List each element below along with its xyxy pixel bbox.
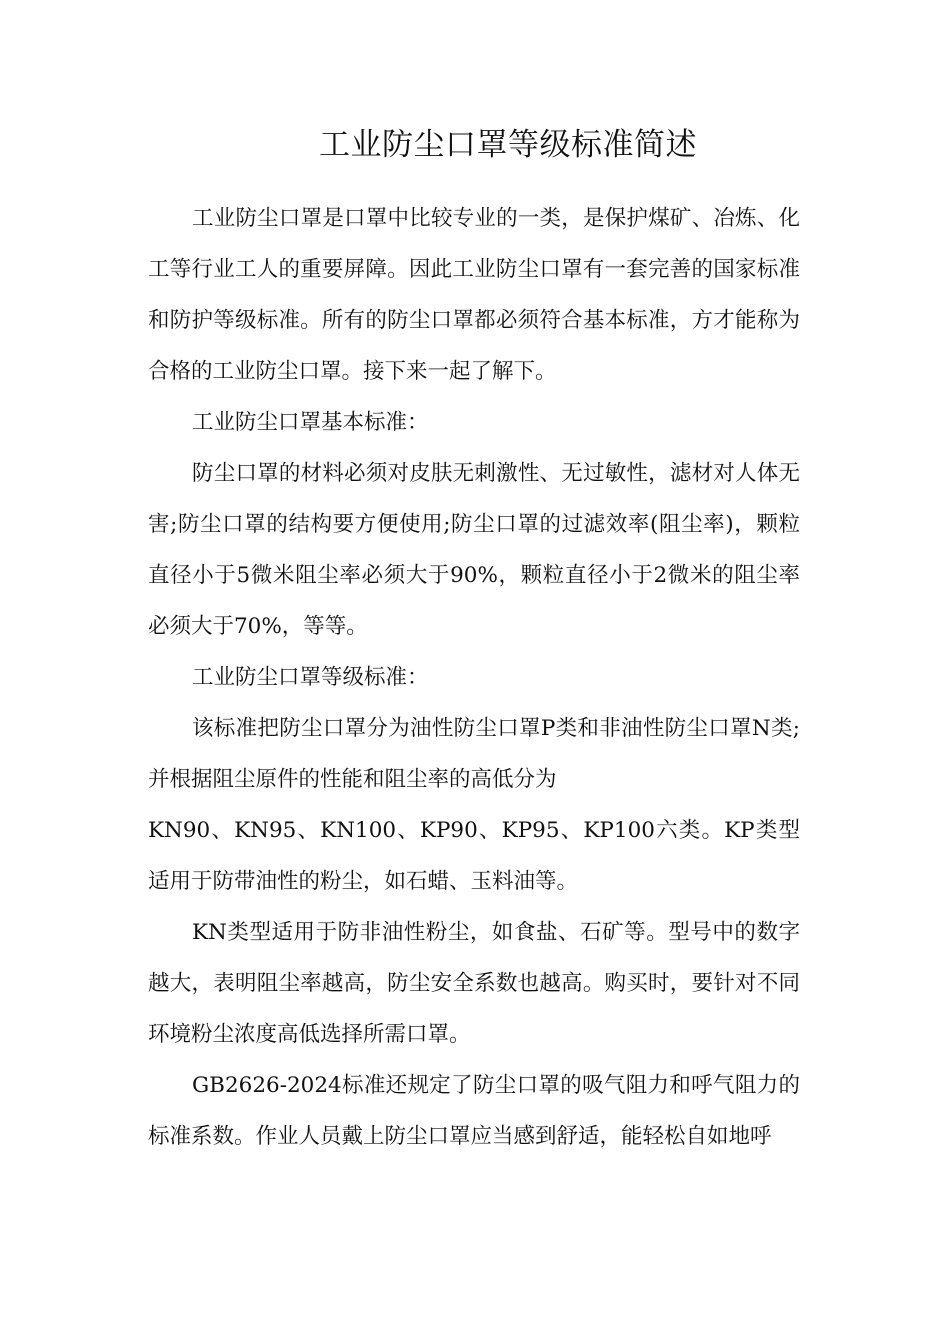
document-title: 工业防尘口罩等级标准简述 (319, 127, 697, 163)
paragraph-kn-types: KN类型适用于防非油性粉尘，如食盐、石矿等。型号中的数字越大，表明阻尘率越高，防尘安全系数也越高。购买时，要针对不同环境粉尘浓度高低选择所需口罩。 (148, 920, 800, 1047)
heading-basic-standard: 工业防尘口罩基本标准： (192, 410, 429, 435)
heading-grade-standard: 工业防尘口罩等级标准： (192, 665, 429, 690)
paragraph-grade-standard: 该标准把防尘口罩分为油性防尘口罩P类和非油性防尘口罩N类;并根据阻尘原件的性能和阻尘率的高低分为 (148, 716, 800, 792)
document-body (148, 193, 800, 1162)
paragraph-basic-standard: 防尘口罩的材料必须对皮肤无刺激性、无过敏性，滤材对人体无害;防尘口罩的结构要方便使用;防尘口罩的过滤效率(阻尘率)，颗粒直径小于5微米阻尘率必须大于90%，颗粒直径小于2微米的阻尘率必须大于70%，等等。 (148, 461, 800, 639)
paragraph-gb-standard: GB2626-2024标准还规定了防尘口罩的吸气阻力和呼气阻力的标准系数。作业人员戴上防尘口罩应当感到舒适，能轻松自如地呼 (148, 1073, 800, 1149)
paragraph-grade-types: KN90、KN95、KN100、KP90、KP95、KP100六类。KP类型适用于防带油性的粉尘，如石蜡、玉料油等。 (148, 818, 800, 894)
paragraph-intro: 工业防尘口罩是口罩中比较专业的一类，是保护煤矿、冶炼、化工等行业工人的重要屏障。因此工业防尘口罩有一套完善的国家标准和防护等级标准。所有的防尘口罩都必须符合基本标准，方才能称为合格的工业防尘口罩。接下来一起了解下。 (148, 206, 800, 384)
